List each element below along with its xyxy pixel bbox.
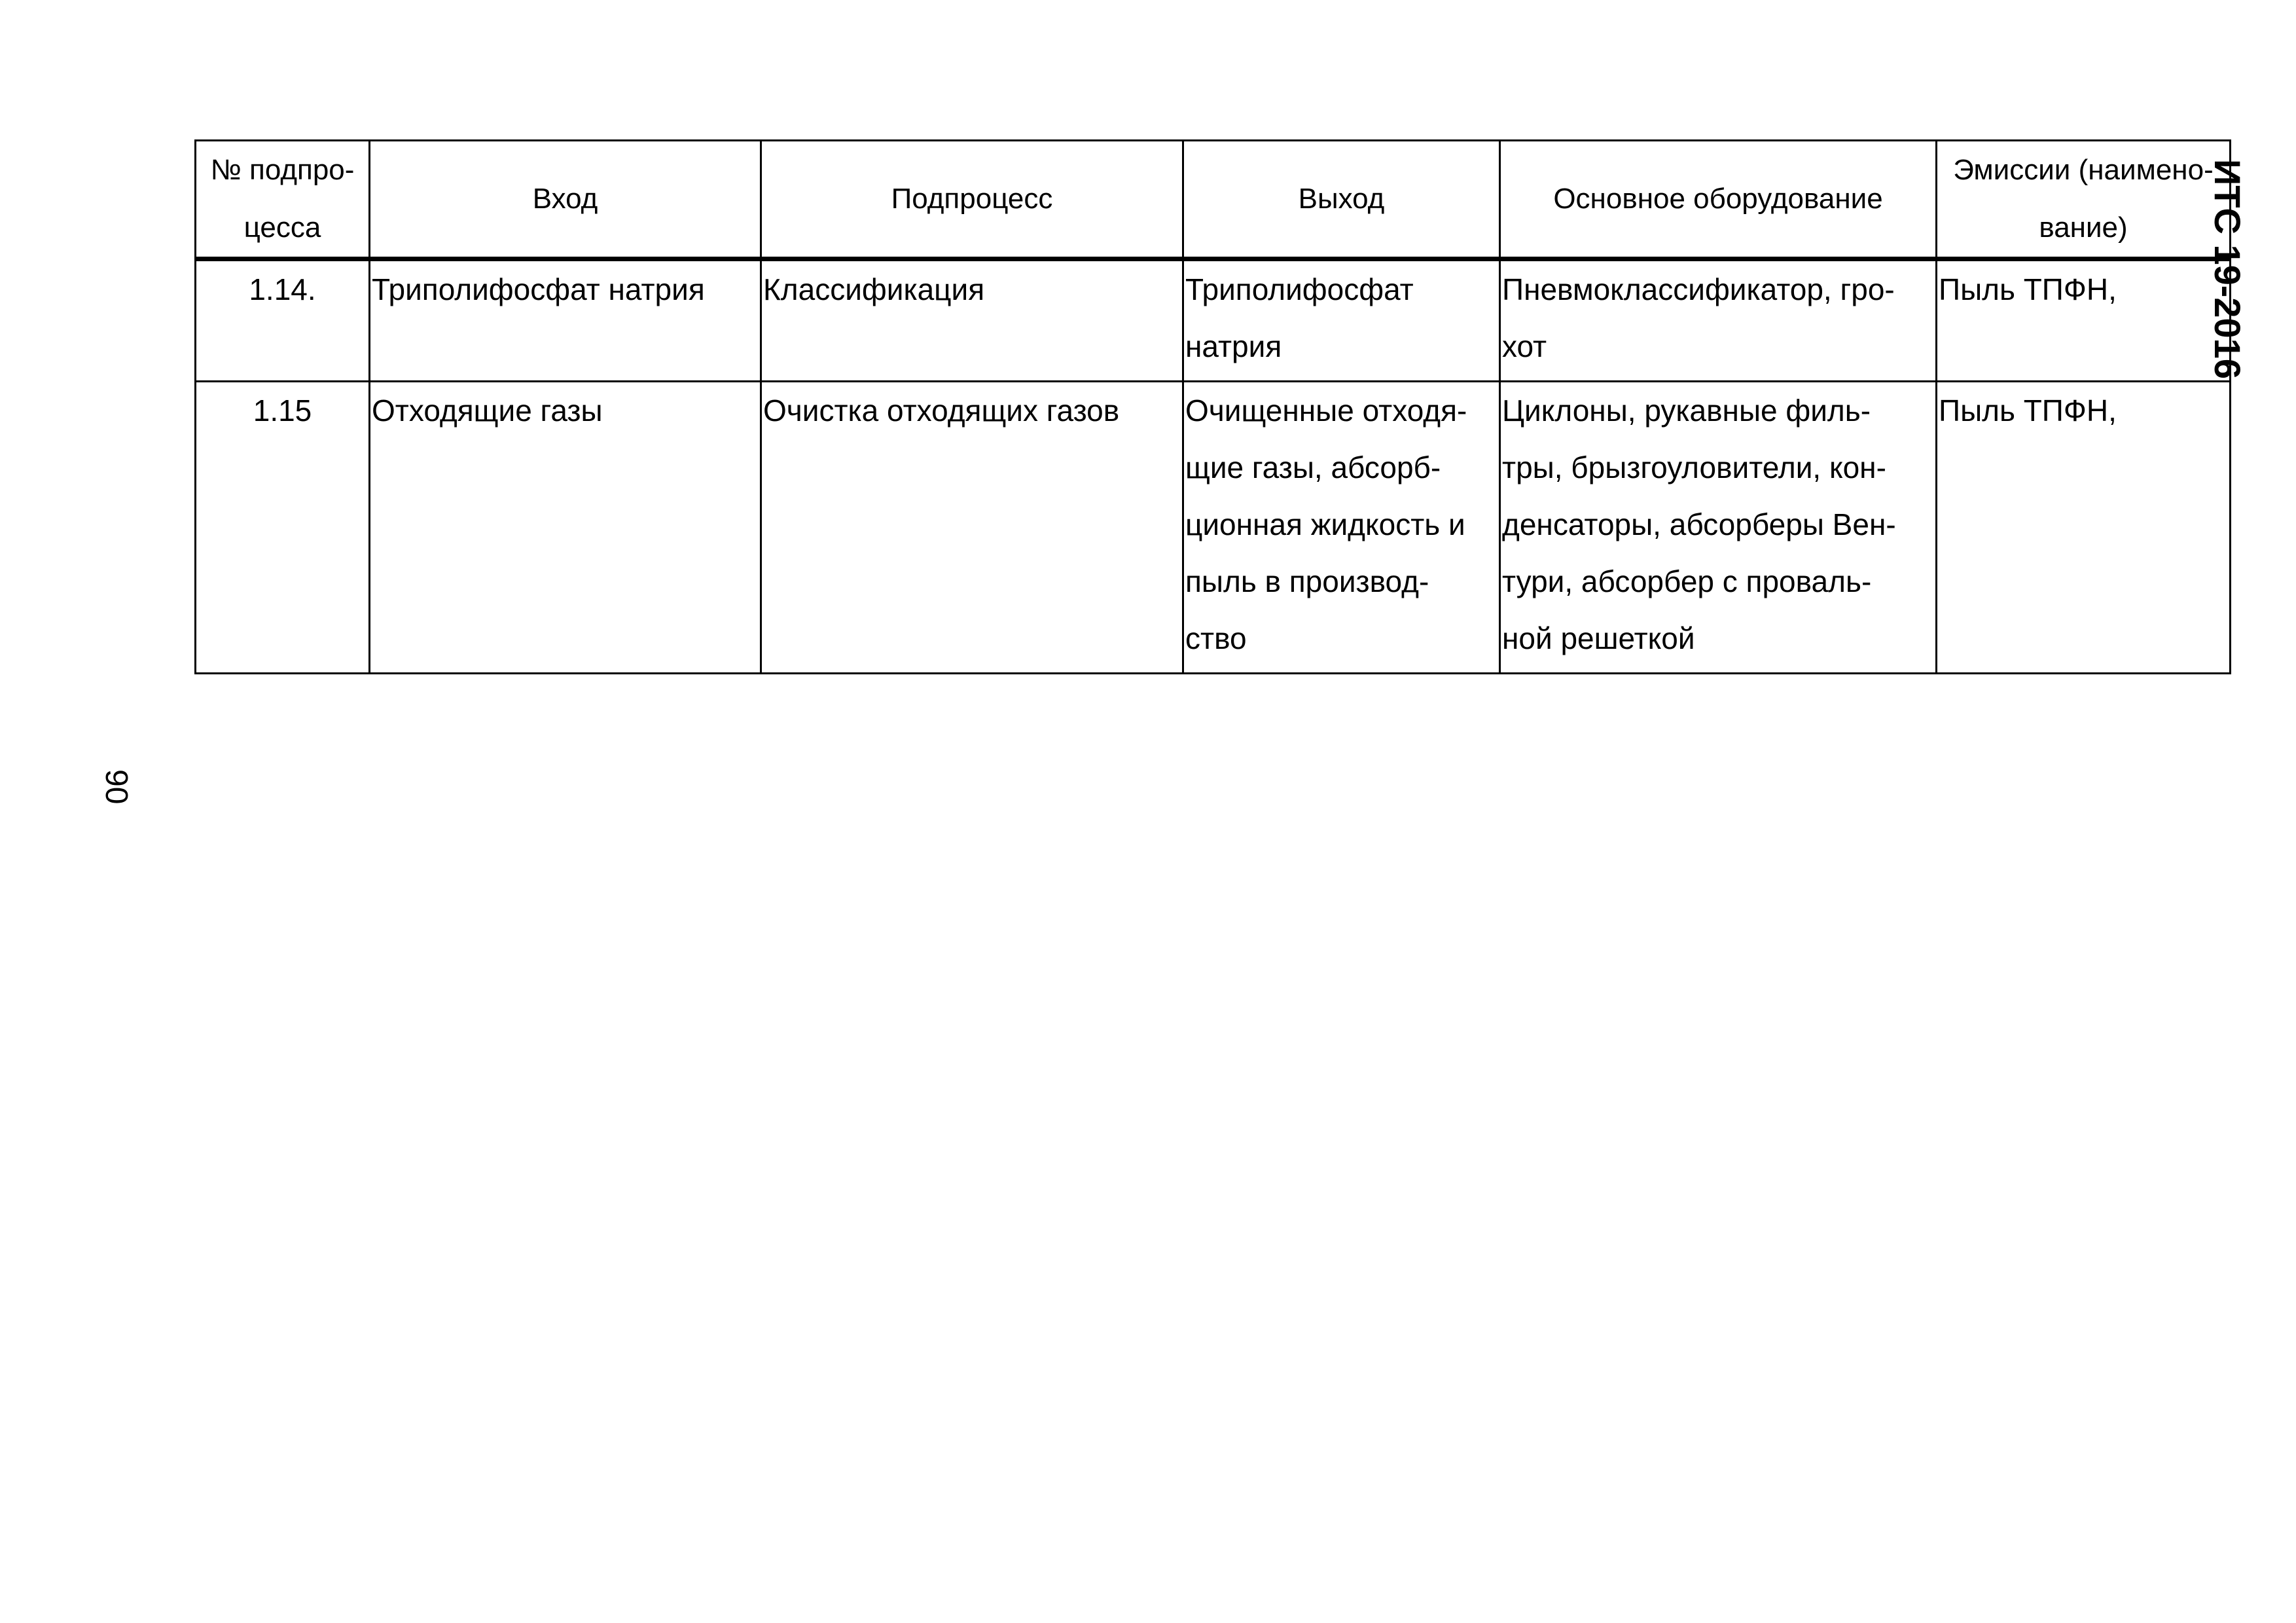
header-main-equipment: Основное оборудование [1500,141,1937,259]
cell-output: Очищенные отходя- щие газы, абсорб- ционная жидкость и пыль в производ- ство [1183,382,1500,674]
header-output: Выход [1183,141,1500,259]
cell-input: Триполифосфат натрия [370,259,761,382]
cell-subprocess-number: 1.14. [196,259,370,382]
table-row [196,382,2231,674]
cell-output: Триполифосфат натрия [1183,259,1500,382]
header-subprocess: Подпроцесс [761,141,1183,259]
table-row [196,259,2231,382]
header-input: Вход [370,141,761,259]
cell-input: Отходящие газы [370,382,761,674]
process-table [194,139,2231,674]
header-subprocess-number: № подпро- цесса [196,141,370,259]
cell-main-equipment: Пневмоклассификатор, гро- хот [1500,259,1937,382]
document-code: ИТС 19-2016 [2207,159,2248,379]
cell-subprocess: Классификация [761,259,1183,382]
cell-emissions: Пыль ТПФН, [1937,259,2231,382]
cell-subprocess: Очистка отходящих газов [761,382,1183,674]
cell-main-equipment: Циклоны, рукавные филь- тры, брызгоуловители, кон- денсаторы, абсорберы Вен- тури, абсорбер с проваль- ной решеткой [1500,382,1937,674]
cell-subprocess-number: 1.15 [196,382,370,674]
page-number: 90 [99,769,134,805]
cell-emissions: Пыль ТПФН, [1937,382,2231,674]
header-emissions: Эмиссии (наимено- вание) [1937,141,2231,259]
table-header-row [196,141,2231,259]
